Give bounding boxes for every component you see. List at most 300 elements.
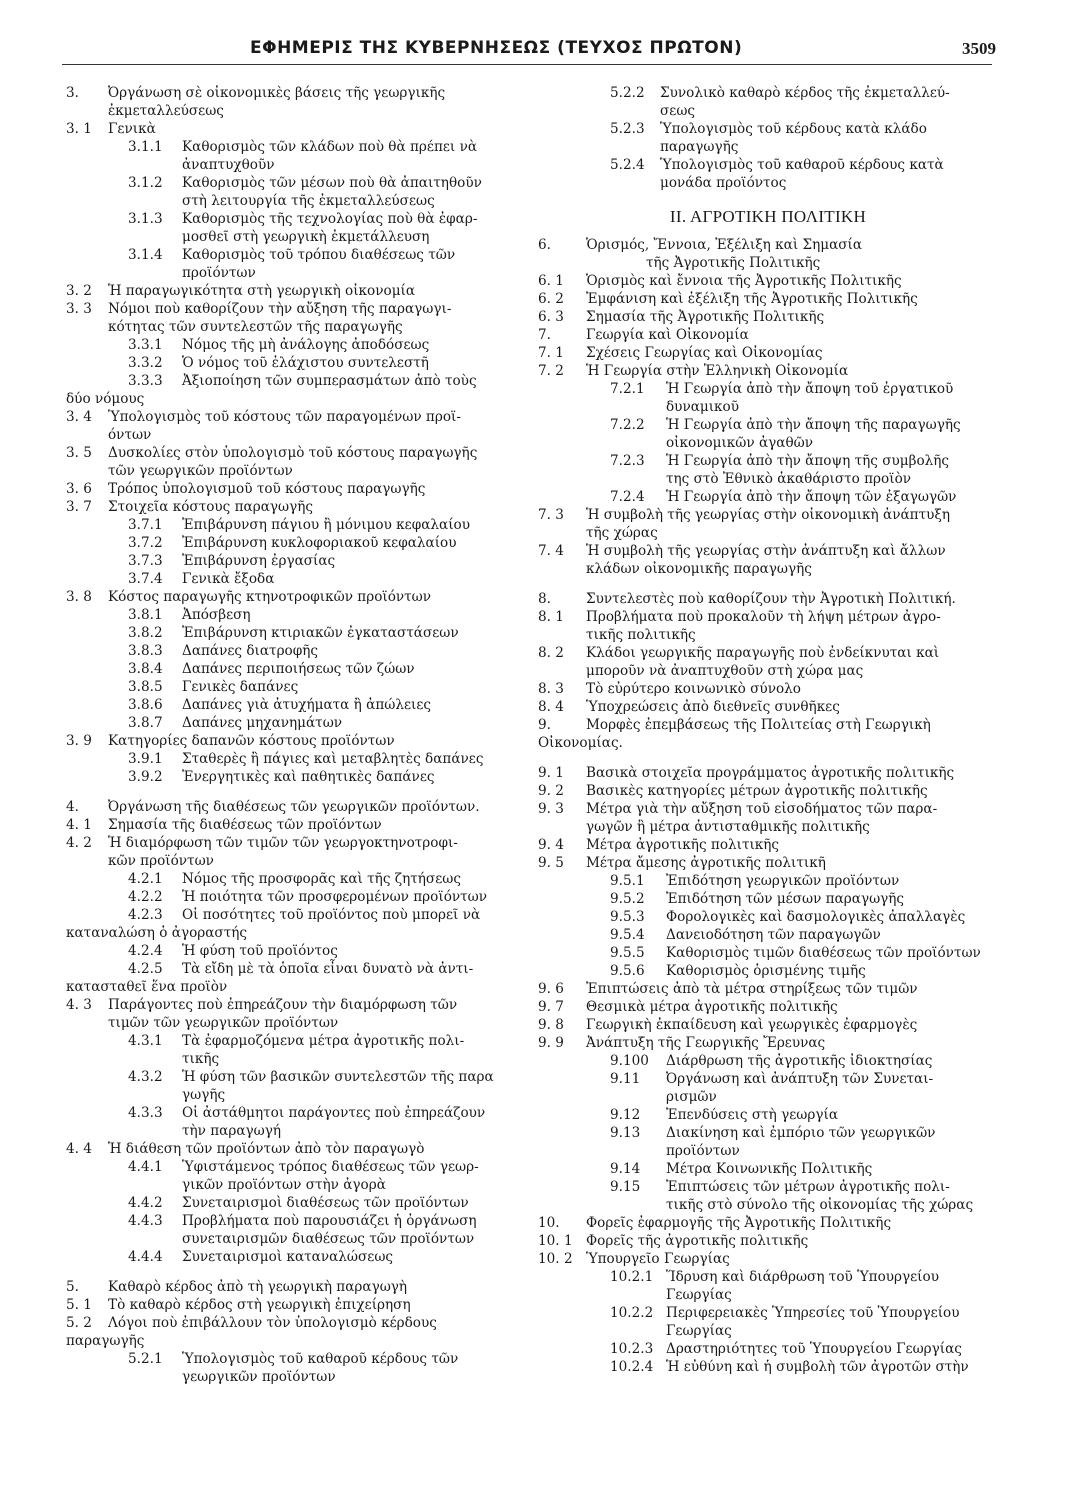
toc-entry-title: Ἀπόσβεση xyxy=(182,607,251,623)
toc-entry-number: 9.5.3 xyxy=(610,909,645,925)
right-column xyxy=(538,84,998,1376)
toc-entry-title: Καθορισμὸς ὁρισμένης τιμῆς xyxy=(666,963,866,979)
toc-entry-title: Κόστος παραγωγῆς κτηνοτροφικῶν προϊόντων xyxy=(108,589,432,605)
toc-entry xyxy=(538,1124,998,1160)
toc-entry-title: Γεωργικὴ ἐκπαίδευση καὶ γεωργικὲς ἐφαρμογὲς xyxy=(586,1017,918,1033)
toc-entry xyxy=(538,308,998,326)
toc-entry-number: 3.8.3 xyxy=(128,643,163,659)
toc-entry xyxy=(66,1104,536,1140)
toc-entry xyxy=(66,1068,536,1104)
toc-entry xyxy=(538,380,998,416)
toc-entry-title: Γενικὰ xyxy=(108,121,156,137)
toc-entry-number: 9.5.5 xyxy=(610,945,645,961)
toc-entry-title-continued: τικῆς πολιτικῆς xyxy=(586,627,696,643)
toc-entry-number: 3.8.6 xyxy=(128,697,163,713)
toc-entry xyxy=(66,444,536,480)
toc-entry-title: Κατηγορίες δαπανῶν κόστους προϊόντων xyxy=(108,733,395,749)
toc-entry-number: 9.5.2 xyxy=(610,891,645,907)
toc-entry-number: 9. 5 xyxy=(538,855,564,871)
toc-entry-number: 3. 3 xyxy=(66,301,92,317)
toc-entry xyxy=(538,680,998,698)
toc-entry-title: Κλάδοι γεωργικῆς παραγωγῆς ποὺ ἐνδείκνυται καὶ xyxy=(586,645,940,661)
toc-entry-number: 10. 1 xyxy=(538,1233,573,1249)
toc-entry-number: 8. 2 xyxy=(538,645,564,661)
toc-entry-title: Μορφὲς ἐπεμβάσεως τῆς Πολιτείας στὴ Γεωργικὴ xyxy=(586,717,931,733)
toc-entry-number: 3.1.1 xyxy=(128,139,163,155)
toc-entry-title: Ἡ φύση τῶν βασικῶν συντελεστῶν τῆς παρα xyxy=(182,1069,494,1085)
toc-entry-title-continued: παραγωγῆς xyxy=(660,139,739,155)
toc-entry-number: 3.3.1 xyxy=(128,337,163,353)
toc-entry-title-continued: προϊόντων xyxy=(666,1143,740,1159)
toc-entry-title: Ὑπολογισμὸς τοῦ καθαροῦ κέρδους τῶν xyxy=(182,1351,459,1367)
toc-entry-number: 3. 9 xyxy=(66,733,92,749)
toc-entry xyxy=(538,84,998,120)
toc-entry-number: 3. 2 xyxy=(66,283,92,299)
toc-entry-title: Ἡ Γεωργία ἀπὸ τὴν ἄποψη τῶν ἐξαγωγῶν xyxy=(666,489,957,505)
toc-entry-number: 4.4.2 xyxy=(128,1195,163,1211)
toc-entry xyxy=(538,344,998,362)
toc-entry xyxy=(538,290,998,308)
toc-entry-title: Ἐπιπτώσεις τῶν μέτρων ἀγροτικῆς πολι- xyxy=(666,1179,950,1195)
toc-entry-title: Ἐνεργητικὲς καὶ παθητικὲς δαπάνες xyxy=(182,769,435,785)
toc-entry-number: 9.15 xyxy=(610,1179,641,1195)
toc-entry xyxy=(538,800,998,836)
toc-entry-number: 9. 4 xyxy=(538,837,564,853)
toc-entry xyxy=(538,854,998,872)
toc-entry-number: 9.100 xyxy=(610,1053,649,1069)
toc-entry-number: 3. 6 xyxy=(66,481,92,497)
toc-entry xyxy=(538,608,998,644)
toc-entry-title-continued: δύο νόμους xyxy=(66,391,145,407)
toc-entry-title: Ὑφιστάμενος τρόπος διαθέσεως τῶν γεωρ- xyxy=(182,1159,479,1175)
toc-entry-title-continued: γικῶν προϊόντων στὴν ἀγορὰ xyxy=(182,1177,386,1193)
toc-entry-title: Ἀνάπτυξη τῆς Γεωργικῆς Ἔρευνας xyxy=(586,1035,826,1051)
toc-entry-title-continued: γεωργικῶν προϊόντων xyxy=(182,1369,336,1385)
toc-entry-number: 10.2.2 xyxy=(610,1305,654,1321)
toc-entry-title: Μέτρα Κοινωνικῆς Πολιτικῆς xyxy=(666,1161,873,1177)
toc-entry xyxy=(538,362,998,380)
toc-entry xyxy=(66,660,536,678)
toc-entry xyxy=(66,552,536,570)
toc-entry-number: 4.2.2 xyxy=(128,889,163,905)
toc-entry-title: Ὑπουργεῖο Γεωργίας xyxy=(586,1251,730,1267)
toc-entry-title: Ἡ συμβολὴ τῆς γεωργίας στὴν οἰκονομικὴ ἀνάπτυξη xyxy=(586,507,950,523)
toc-entry-number: 8. 3 xyxy=(538,681,564,697)
toc-entry-title: Τρόπος ὑπολογισμοῦ τοῦ κόστους παραγωγῆς xyxy=(108,481,426,497)
toc-entry xyxy=(66,570,536,588)
toc-entry-number: 7. 2 xyxy=(538,363,564,379)
toc-entry-title: Θεσμικὰ μέτρα ἀγροτικῆς πολιτικῆς xyxy=(586,999,838,1015)
toc-entry-title-continued: τῆς Ἀγροτικῆς Πολιτικῆς xyxy=(646,255,821,271)
toc-entry xyxy=(538,962,998,980)
toc-entry xyxy=(538,1178,998,1214)
toc-entry xyxy=(538,698,998,716)
toc-entry xyxy=(66,120,536,138)
toc-entry-title-continued: τῆς χώρας xyxy=(586,525,658,541)
toc-entry-title: Καθορισμὸς τῶν μέσων ποὺ θὰ ἀπαιτηθοῦν xyxy=(182,175,482,191)
toc-entry-number: 3.7.3 xyxy=(128,553,163,569)
toc-entry-title: Δαπάνες διατροφῆς xyxy=(182,643,319,659)
toc-entry xyxy=(66,534,536,552)
toc-entry-title: Ὁ νόμος τοῦ ἐλάχιστου συντελεστῆ xyxy=(182,355,429,371)
toc-entry xyxy=(538,452,998,488)
toc-entry-number: 5.2.4 xyxy=(610,157,645,173)
toc-entry-title: Ὑπολογισμὸς τοῦ κόστους τῶν παραγομένων προϊ- xyxy=(108,409,461,425)
toc-entry-number: 5. 1 xyxy=(66,1297,92,1313)
toc-entry xyxy=(66,84,536,120)
toc-entry-number: 3.1.4 xyxy=(128,247,163,263)
toc-entry-title-continued: ρισμῶν xyxy=(666,1089,717,1105)
toc-entry-title: Λόγοι ποὺ ἐπιβάλλουν τὸν ὑπολογισμὸ κέρδους xyxy=(108,1315,437,1331)
toc-entry xyxy=(66,480,536,498)
toc-entry xyxy=(538,1358,998,1376)
toc-entry-number: 4.3.1 xyxy=(128,1033,163,1049)
toc-entry-title-continued: της στὸ Ἐθνικὸ ἀκαθάριστο προϊὸν xyxy=(666,471,912,487)
toc-entry-title: Ὑπολογισμὸς τοῦ καθαροῦ κέρδους κατὰ xyxy=(660,157,944,173)
toc-entry-title: Ἡ συμβολὴ τῆς γεωργίας στὴν ἀνάπτυξη καὶ ἄλλων xyxy=(586,543,946,559)
toc-entry-number: 3.3.2 xyxy=(128,355,163,371)
toc-entry xyxy=(66,942,536,960)
toc-entry-number: 9. 9 xyxy=(538,1035,564,1051)
toc-entry-title-continued: καταναλώση ὁ ἀγοραστής xyxy=(66,925,247,941)
toc-entry-number: 5.2.1 xyxy=(128,1351,163,1367)
toc-entry-title: Σημασία τῆς Ἀγροτικῆς Πολιτικῆς xyxy=(586,309,825,325)
toc-entry-title-continued: δυναμικοῦ xyxy=(666,399,740,415)
toc-entry xyxy=(66,834,536,870)
toc-entry xyxy=(538,926,998,944)
toc-entry-title-continued: κότητας τῶν συντελεστῶν τῆς παραγωγῆς xyxy=(108,319,403,335)
toc-entry-title: Νόμοι ποὺ καθορίζουν τὴν αὔξηση τῆς παραγωγι- xyxy=(108,301,452,317)
toc-entry xyxy=(538,872,998,890)
toc-entry xyxy=(66,1350,536,1386)
toc-entry xyxy=(66,1032,536,1068)
toc-entry xyxy=(538,542,998,578)
toc-entry xyxy=(66,768,536,786)
toc-entry-number: 10. 2 xyxy=(538,1251,573,1267)
toc-entry-title: Σχέσεις Γεωργίας καὶ Οἰκονομίας xyxy=(586,345,823,361)
toc-entry xyxy=(66,1278,536,1296)
toc-entry-title: Καθαρὸ κέρδος ἀπὸ τὴ γεωργικὴ παραγωγὴ xyxy=(108,1279,408,1295)
toc-entry xyxy=(538,1232,998,1250)
toc-entry-title-continued: Γεωργίας xyxy=(666,1323,732,1339)
toc-entry-title: Βασικὲς κατηγορίες μέτρων ἀγροτικῆς πολιτικῆς xyxy=(586,783,928,799)
toc-entry-title: Σταθερὲς ἢ πάγιες καὶ μεταβλητὲς δαπάνες xyxy=(182,751,484,767)
toc-entry-number: 5. xyxy=(66,1279,79,1295)
toc-entry-title: Ἡ διαμόρφωση τῶν τιμῶν τῶν γεωργοκτηνοτροφι- xyxy=(108,835,458,851)
toc-entry-number: 3. 5 xyxy=(66,445,92,461)
toc-entry xyxy=(66,714,536,732)
toc-entry-number: 4.4.3 xyxy=(128,1213,163,1229)
toc-entry-number: 4. 1 xyxy=(66,817,92,833)
toc-entry xyxy=(66,246,536,282)
toc-entry-title: Ἡ φύση τοῦ προϊόντος xyxy=(182,943,338,959)
toc-entry-number: 4. xyxy=(66,799,79,815)
toc-entry xyxy=(538,1268,998,1304)
toc-entry xyxy=(538,782,998,800)
toc-entry-number: 4.4.1 xyxy=(128,1159,163,1175)
toc-entry-number: 3.8.2 xyxy=(128,625,163,641)
toc-entry-number: 3.9.2 xyxy=(128,769,163,785)
toc-entry-title: Ἐπιδότηση γεωργικῶν προϊόντων xyxy=(666,873,900,889)
toc-entry-title-continued: τῶν γεωργικῶν προϊόντων xyxy=(108,463,293,479)
toc-entry-number: 3.1.2 xyxy=(128,175,163,191)
toc-entry-number: 6. 3 xyxy=(538,309,564,325)
toc-entry-title: Τὰ εἴδη μὲ τὰ ὁποῖα εἶναι δυνατὸ νὰ ἀντι- xyxy=(182,961,474,977)
toc-entry-title: Μέτρα γιὰ τὴν αὔξηση τοῦ εἰσοδήματος τῶν παρα- xyxy=(586,801,938,817)
toc-entry-title: Ἐπιπτώσεις ἀπὸ τὰ μέτρα στηρίξεως τῶν τιμῶν xyxy=(586,981,918,997)
toc-entry-number: 4. 4 xyxy=(66,1141,92,1157)
toc-entry-number: 3. 4 xyxy=(66,409,92,425)
toc-entry-title-continued: τικῆς xyxy=(182,1051,220,1067)
toc-entry-title: Δυσκολίες στὸν ὑπολογισμὸ τοῦ κόστους παραγωγῆς xyxy=(108,445,478,461)
toc-entry-title: Ὀργάνωση καὶ ἀνάπτυξη τῶν Συνεται- xyxy=(666,1071,934,1087)
toc-entry-number: 4.2.1 xyxy=(128,871,163,887)
toc-entry-number: 9. 1 xyxy=(538,765,564,781)
toc-entry-title-continued: ἐκμεταλλεύσεως xyxy=(108,103,224,119)
left-column xyxy=(66,84,536,1386)
toc-entry xyxy=(538,1106,998,1124)
toc-entry-title: Ὑπολογισμὸς τοῦ κέρδους κατὰ κλάδο xyxy=(660,121,927,137)
toc-entry-number: 9.13 xyxy=(610,1125,641,1141)
toc-entry-number: 3.9.1 xyxy=(128,751,163,767)
toc-entry-title: Ἐπιβάρυνση πάγιου ἢ μόνιμου κεφαλαίου xyxy=(182,517,470,533)
toc-entry xyxy=(66,354,536,372)
toc-entry-title: Γενικὰ ἔξοδα xyxy=(182,571,275,587)
toc-entry-title: Γενικὲς δαπάνες xyxy=(182,679,299,695)
toc-entry xyxy=(66,696,536,714)
toc-entry-title: Συνεταιρισμοὶ διαθέσεως τῶν προϊόντων xyxy=(182,1195,469,1211)
toc-entry-number: 9.5.1 xyxy=(610,873,645,889)
header-rule xyxy=(62,64,992,65)
toc-entry-number: 7. 4 xyxy=(538,543,564,559)
toc-entry-title: Ἐμφάνιση καὶ ἐξέλιξη τῆς Ἀγροτικῆς Πολιτικῆς xyxy=(586,291,918,307)
toc-entry-title-continued: όντων xyxy=(108,427,152,443)
toc-entry xyxy=(66,1296,536,1314)
toc-entry-number: 7. 1 xyxy=(538,345,564,361)
toc-entry-title: Ἀξιοποίηση τῶν συμπερασμάτων ἀπὸ τοὺς xyxy=(182,373,477,389)
toc-entry xyxy=(538,488,998,506)
toc-entry xyxy=(66,870,536,888)
toc-entry-number: 4. 3 xyxy=(66,997,92,1013)
toc-entry-number: 9. 6 xyxy=(538,981,564,997)
toc-entry-title-continued: τὴν παραγωγή xyxy=(182,1123,282,1139)
toc-entry-title: Ἡ ποιότητα τῶν προσφερομένων προϊόντων xyxy=(182,889,488,905)
toc-entry-title: Ἡ Γεωργία στὴν Ἑλληνικὴ Οἰκονομία xyxy=(586,363,849,379)
toc-entry-title: Δαπάνες περιποιήσεως τῶν ζώων xyxy=(182,661,415,677)
toc-entry-title: Ὁρισμός, Ἔννοια, Ἐξέλιξη καὶ Σημασία xyxy=(586,237,863,253)
toc-entry xyxy=(66,1158,536,1194)
toc-entry-title: Ἡ Γεωργία ἀπὸ τὴν ἄποψη τοῦ ἐργατικοῦ xyxy=(666,381,954,397)
toc-entry xyxy=(66,906,536,942)
toc-entry-title: Συνολικὸ καθαρὸ κέρδος τῆς ἐκμεταλλεύ- xyxy=(660,85,950,101)
toc-entry-number: 7. 3 xyxy=(538,507,564,523)
toc-entry-title: Δαπάνες γιὰ ἀτυχήματα ἢ ἀπώλειες xyxy=(182,697,431,713)
toc-entry-number: 3. 7 xyxy=(66,499,92,515)
toc-entry-title: Φορεῖς τῆς ἀγροτικῆς πολιτικῆς xyxy=(586,1233,809,1249)
toc-entry-number: 6. xyxy=(538,237,551,253)
toc-entry xyxy=(538,156,998,192)
toc-entry-title: Ἡ εὐθύνη καὶ ἡ συμβολὴ τῶν ἀγροτῶν στὴν xyxy=(666,1359,969,1375)
toc-entry-number: 5.2.2 xyxy=(610,85,645,101)
toc-entry-number: 4.2.4 xyxy=(128,943,163,959)
toc-entry-title-continued: γωγῶν ἢ μέτρα ἀντισταθμικῆς πολιτικῆς xyxy=(586,819,870,835)
toc-entry-title: Δανειοδότηση τῶν παραγωγῶν xyxy=(666,927,881,943)
toc-entry-number: 4.4.4 xyxy=(128,1249,163,1265)
toc-entry xyxy=(66,816,536,834)
toc-entry-title: Φορολογικὲς καὶ δασμολογικὲς ἀπαλλαγὲς xyxy=(666,909,966,925)
toc-entry-title-continued: Γεωργίας xyxy=(666,1287,732,1303)
toc-entry-title: Μέτρα ἀγροτικῆς πολιτικῆς xyxy=(586,837,780,853)
toc-entry xyxy=(538,764,998,782)
toc-entry-title: Προβλήματα ποὺ παρουσιάζει ἡ ὀργάνωση xyxy=(182,1213,477,1229)
toc-entry-number: 9. xyxy=(538,717,551,733)
toc-entry-number: 7.2.3 xyxy=(610,453,645,469)
right-column-continued-list xyxy=(538,84,998,192)
toc-entry xyxy=(538,1340,998,1358)
toc-entry-title-continued: κλάδων οἰκονομικῆς παραγωγῆς xyxy=(586,561,812,577)
toc-entry xyxy=(538,908,998,926)
toc-entry-title-continued: προϊόντων xyxy=(182,265,256,281)
toc-entry-title: Ὀργάνωση σὲ οἰκονομικὲς βάσεις τῆς γεωργικῆς xyxy=(108,85,446,101)
toc-entry-number: 3.7.2 xyxy=(128,535,163,551)
toc-entry-number: 10.2.4 xyxy=(610,1359,654,1375)
toc-entry-number: 8. 4 xyxy=(538,699,564,715)
toc-entry-title: Σημασία τῆς διαθέσεως τῶν προϊόντων xyxy=(108,817,382,833)
toc-entry-number: 5.2.3 xyxy=(610,121,645,137)
toc-entry-title: Περιφερειακὲς Ὑπηρεσίες τοῦ Ὑπουργείου xyxy=(666,1305,960,1321)
toc-entry-number: 8. 1 xyxy=(538,609,564,625)
toc-entry-number: 3.8.4 xyxy=(128,661,163,677)
toc-entry-number: 4.2.5 xyxy=(128,961,163,977)
toc-entry xyxy=(66,888,536,906)
toc-entry-number: 10.2.1 xyxy=(610,1269,654,1285)
toc-entry-number: 3.8.5 xyxy=(128,679,163,695)
toc-entry xyxy=(538,506,998,542)
toc-entry xyxy=(66,1194,536,1212)
toc-entry-number: 3.7.1 xyxy=(128,517,163,533)
toc-entry-title-continued: τιμῶν τῶν γεωργικῶν προϊόντων xyxy=(108,1015,339,1031)
toc-entry-title-continued: στὴ λειτουργία τῆς ἐκμεταλλεύσεως xyxy=(182,193,435,209)
toc-entry-title-continued: κῶν προϊόντων xyxy=(108,853,214,869)
toc-entry-title-continued: σεως xyxy=(660,103,696,119)
toc-entry xyxy=(66,732,536,750)
toc-entry xyxy=(538,836,998,854)
toc-entry-title: Ἡ Γεωργία ἀπὸ τὴν ἄποψη τῆς συμβολῆς xyxy=(666,453,949,469)
toc-entry-number: 3.8.1 xyxy=(128,607,163,623)
toc-entry-title: Καθορισμὸς τῶν κλάδων ποὺ θὰ πρέπει νὰ xyxy=(182,139,478,155)
toc-entry-number: 6. 1 xyxy=(538,273,564,289)
toc-entry-number: 3.8.7 xyxy=(128,715,163,731)
page-number: 3509 xyxy=(962,39,996,58)
toc-entry xyxy=(66,516,536,534)
toc-entry-number: 5. 2 xyxy=(66,1315,92,1331)
toc-entry xyxy=(538,1016,998,1034)
toc-entry xyxy=(66,336,536,354)
toc-entry-title: Οἱ ἀστάθμητοι παράγοντες ποὺ ἐπηρεάζουν xyxy=(182,1105,486,1121)
toc-entry-number: 4.3.3 xyxy=(128,1105,163,1121)
toc-entry-title: Τὸ καθαρὸ κέρδος στὴ γεωργικὴ ἐπιχείρηση xyxy=(108,1297,411,1313)
toc-entry xyxy=(66,798,536,816)
toc-entry-number: 7. xyxy=(538,327,551,343)
toc-entry-title-continued: μοσθεῖ στὴ γεωργικὴ ἐκμετάλλευση xyxy=(182,229,430,245)
toc-entry xyxy=(66,300,536,336)
toc-entry-title: Διάρθρωση τῆς ἀγροτικῆς ἰδιοκτησίας xyxy=(666,1053,933,1069)
right-column-list xyxy=(538,236,998,1376)
toc-entry-number: 3. 8 xyxy=(66,589,92,605)
toc-entry-number: 9. 3 xyxy=(538,801,564,817)
toc-entry-number: 9.11 xyxy=(610,1071,641,1087)
toc-entry xyxy=(66,960,536,996)
toc-entry-number: 7.2.4 xyxy=(610,489,645,505)
toc-entry-title: Νόμος τῆς μὴ ἀνάλογης ἀποδόσεως xyxy=(182,337,430,353)
toc-entry-title-continued: κατασταθεῖ ἕνα προϊὸν xyxy=(66,979,228,995)
toc-entry-number: 9.12 xyxy=(610,1107,641,1123)
toc-entry xyxy=(538,890,998,908)
toc-entry-title-continued: οἰκονομικῶν ἀγαθῶν xyxy=(666,435,813,451)
toc-entry-title: Ἡ Γεωργία ἀπὸ τὴν ἄποψη τῆς παραγωγῆς xyxy=(666,417,961,433)
toc-entry xyxy=(538,272,998,290)
toc-entry-number: 3.1.3 xyxy=(128,211,163,227)
toc-entry-number: 9. 8 xyxy=(538,1017,564,1033)
toc-entry-number: 10.2.3 xyxy=(610,1341,654,1357)
toc-entry-number: 4. 2 xyxy=(66,835,92,851)
toc-entry xyxy=(66,282,536,300)
toc-entry xyxy=(538,1160,998,1178)
toc-entry-title: Ὑποχρεώσεις ἀπὸ διεθνεῖς συνθῆκες xyxy=(586,699,840,715)
toc-entry-title-continued: τικῆς στὸ σύνολο τῆς οἰκονομίας τῆς χώρας xyxy=(666,1197,974,1213)
toc-entry-title: Βασικὰ στοιχεῖα προγράμματος ἀγροτικῆς πολιτικῆς xyxy=(586,765,955,781)
toc-entry-title: Ἐπιβάρυνση ἐργασίας xyxy=(182,553,336,569)
toc-entry-number: 3.3.3 xyxy=(128,373,163,389)
toc-entry-title-continued: ἀναπτυχθοῦν xyxy=(182,157,275,173)
toc-entry-title: Τὰ ἐφαρμοζόμενα μέτρα ἀγροτικῆς πολι- xyxy=(182,1033,465,1049)
toc-entry-number: 4.3.2 xyxy=(128,1069,163,1085)
toc-entry-title-continued: γωγῆς xyxy=(182,1087,226,1103)
toc-entry-number: 7.2.2 xyxy=(610,417,645,433)
toc-entry xyxy=(538,998,998,1016)
toc-entry xyxy=(66,1140,536,1158)
toc-entry xyxy=(538,1250,998,1268)
toc-entry-title: Ἐπιβάρυνση κυκλοφοριακοῦ κεφαλαίου xyxy=(182,535,457,551)
toc-entry-title-continued: παραγωγῆς xyxy=(66,1333,145,1349)
toc-entry-title: Νόμος τῆς προσφορᾶς καὶ τῆς ζητήσεως xyxy=(182,871,461,887)
toc-entry xyxy=(538,416,998,452)
toc-entry xyxy=(66,408,536,444)
toc-entry-title: Δραστηριότητες τοῦ Ὑπουργείου Γεωργίας xyxy=(666,1341,962,1357)
toc-entry-number: 6. 2 xyxy=(538,291,564,307)
toc-entry-title: Οἱ ποσότητες τοῦ προϊόντος ποὺ μπορεῖ νὰ xyxy=(182,907,481,923)
toc-entry xyxy=(66,642,536,660)
toc-entry-title: Συντελεστὲς ποὺ καθορίζουν τὴν Ἀγροτικὴ Πολιτική. xyxy=(586,591,956,607)
toc-entry xyxy=(538,1052,998,1070)
toc-entry xyxy=(538,716,998,752)
toc-entry xyxy=(66,1248,536,1266)
toc-entry-number: 3. 1 xyxy=(66,121,92,137)
toc-entry-title: Ἡ διάθεση τῶν προϊόντων ἀπὸ τὸν παραγωγὸ xyxy=(108,1141,425,1157)
toc-entry-number: 4.2.3 xyxy=(128,907,163,923)
toc-entry-title: Τὸ εὐρύτερο κοινωνικὸ σύνολο xyxy=(586,681,801,697)
toc-entry xyxy=(538,120,998,156)
toc-entry-number: 9. 2 xyxy=(538,783,564,799)
toc-entry-number: 3. xyxy=(66,85,79,101)
toc-entry-title: Ὁρισμὸς καὶ ἔννοια τῆς Ἀγροτικῆς Πολιτικῆς xyxy=(586,273,902,289)
toc-entry-title-continued: Οἰκονομίας. xyxy=(538,735,623,751)
toc-entry-title-continued: μονάδα προϊόντος xyxy=(660,175,787,191)
toc-entry xyxy=(538,980,998,998)
toc-entry-title: Συνεταιρισμοὶ καταναλώσεως xyxy=(182,1249,394,1265)
toc-entry xyxy=(66,750,536,768)
toc-entry-title: Παράγοντες ποὺ ἐπηρεάζουν τὴν διαμόρφωση τῶν xyxy=(108,997,458,1013)
